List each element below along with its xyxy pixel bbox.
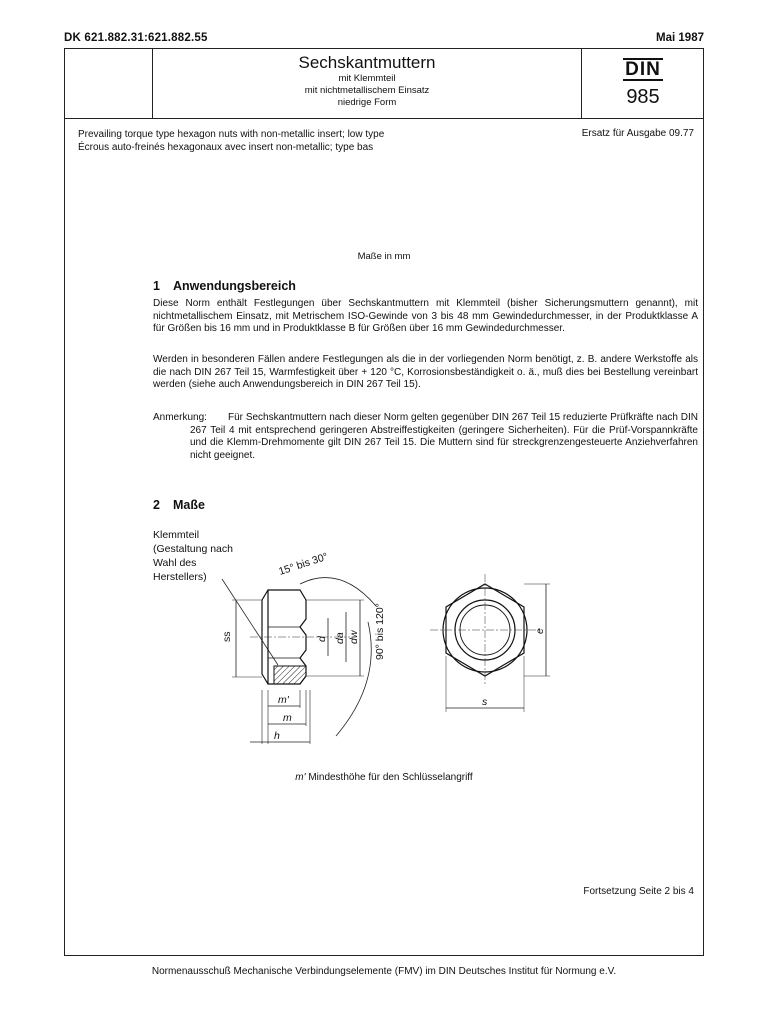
classification-number: DK 621.882.31:621.882.55 — [64, 32, 208, 44]
header-divider — [64, 118, 704, 119]
label-da: da — [334, 632, 346, 644]
label-ss: ss — [221, 631, 233, 642]
callout-leader — [222, 579, 278, 665]
callout-line-1: Klemmteil — [153, 529, 200, 541]
callout-line-3: Wahl des — [153, 557, 197, 569]
subtitle-line-2: mit nichtmetallischem Einsatz — [304, 85, 430, 96]
callout-line-4: Herstellers) — [153, 571, 207, 583]
label-chamfer-angle: 15° bis 30° — [277, 550, 330, 578]
caption-text: Mindesthöhe für den Schlüsselangriff — [305, 772, 473, 783]
label-s: s — [482, 696, 488, 708]
label-h: h — [274, 730, 280, 742]
label-m: m — [283, 712, 292, 724]
non-metallic-insert — [274, 666, 306, 684]
note-text: Für Sechskantmuttern nach dieser Norm gelten gegenüber DIN 267 Teil 15 reduzierte Prüfkräfte nach DIN 267 Teil 4 mit entsprechend geringeren Abstreiffestigkeiten (geringere Sicherheiten). Für die Prüf-Vorspannkräfte und die Klemm-Drehmomente gilt DIN 267 Teil 15. Die Muttern sind für streckgrenzengesteuerte Anziehverfahren nicht geeignet. — [190, 412, 698, 461]
nut-dimension-drawing — [150, 522, 570, 752]
section-1-title: Anwendungsbereich — [173, 279, 296, 293]
footer-publisher: Normenausschuß Mechanische Verbindungselemente (FMV) im DIN Deutsches Institut für Normung e.V. — [151, 966, 617, 977]
section-1-paragraph-1: Diese Norm enthält Festlegungen über Sechskantmuttern mit Klemmteil (bisher Sicherungsmuttern genannt), mit nichtmetallischem Einsatz, mit Metrischem ISO-Gewinde von 3 bis 48 mm Gewindedurchmesser, in der Produktklasse A für Größen bis 16 mm und in Produktklasse B für Größen über 16 mm Gewindedurchmesser. — [153, 298, 698, 335]
label-m-prime: m' — [278, 694, 289, 706]
section-1-paragraph-2: Werden in besonderen Fällen andere Festlegungen als die in der vorliegenden Norm benötigt, z. B. andere Werkstoffe als die nach DIN 267 Teil 15, Warmfestigkeit über + 120 °C, Korrosionsbeständigkeit o. ä., muß dies bei Bestellung vereinbart werden (siehe auch Anwendungsbereich in DIN 267 Teil 15). — [153, 354, 698, 391]
label-e: e — [534, 628, 546, 634]
figure-caption — [64, 772, 704, 783]
section-1-number: 1 — [153, 279, 160, 293]
title-block — [153, 53, 581, 109]
issue-date: Mai 1987 — [656, 32, 704, 44]
french-title: Écrous auto-freinés hexagonaux avec insert non-metallic; type bas — [78, 142, 374, 153]
english-title: Prevailing torque type hexagon nuts with non-metallic insert; low type — [78, 129, 385, 140]
label-d: d — [316, 636, 328, 642]
caption-symbol: m' — [295, 772, 306, 783]
translated-titles — [78, 128, 384, 154]
din-number: 985 — [626, 86, 660, 108]
din-logo: DIN — [625, 59, 661, 80]
document-title: Sechskantmuttern — [298, 53, 436, 72]
section-1-heading — [153, 279, 296, 293]
din-mark — [582, 58, 704, 109]
subtitle-line-1: mit Klemmteil — [338, 73, 396, 84]
callout-line-2: (Gestaltung nach — [153, 543, 233, 555]
section-2-title: Maße — [173, 498, 205, 512]
note-label: Anmerkung: — [153, 412, 207, 423]
subtitle-line-3: niedrige Form — [337, 97, 397, 108]
chamfer-angle-arc — [300, 578, 376, 606]
units-note: Maße in mm — [357, 251, 411, 262]
section-2-heading — [153, 498, 205, 512]
replaces-note: Ersatz für Ausgabe 09.77 — [581, 128, 694, 139]
label-dw: dw — [348, 630, 360, 644]
continuation-note: Fortsetzung Seite 2 bis 4 — [583, 886, 694, 897]
label-bearing-angle: 90° bis 120° — [374, 603, 386, 660]
section-2-number: 2 — [153, 498, 160, 512]
